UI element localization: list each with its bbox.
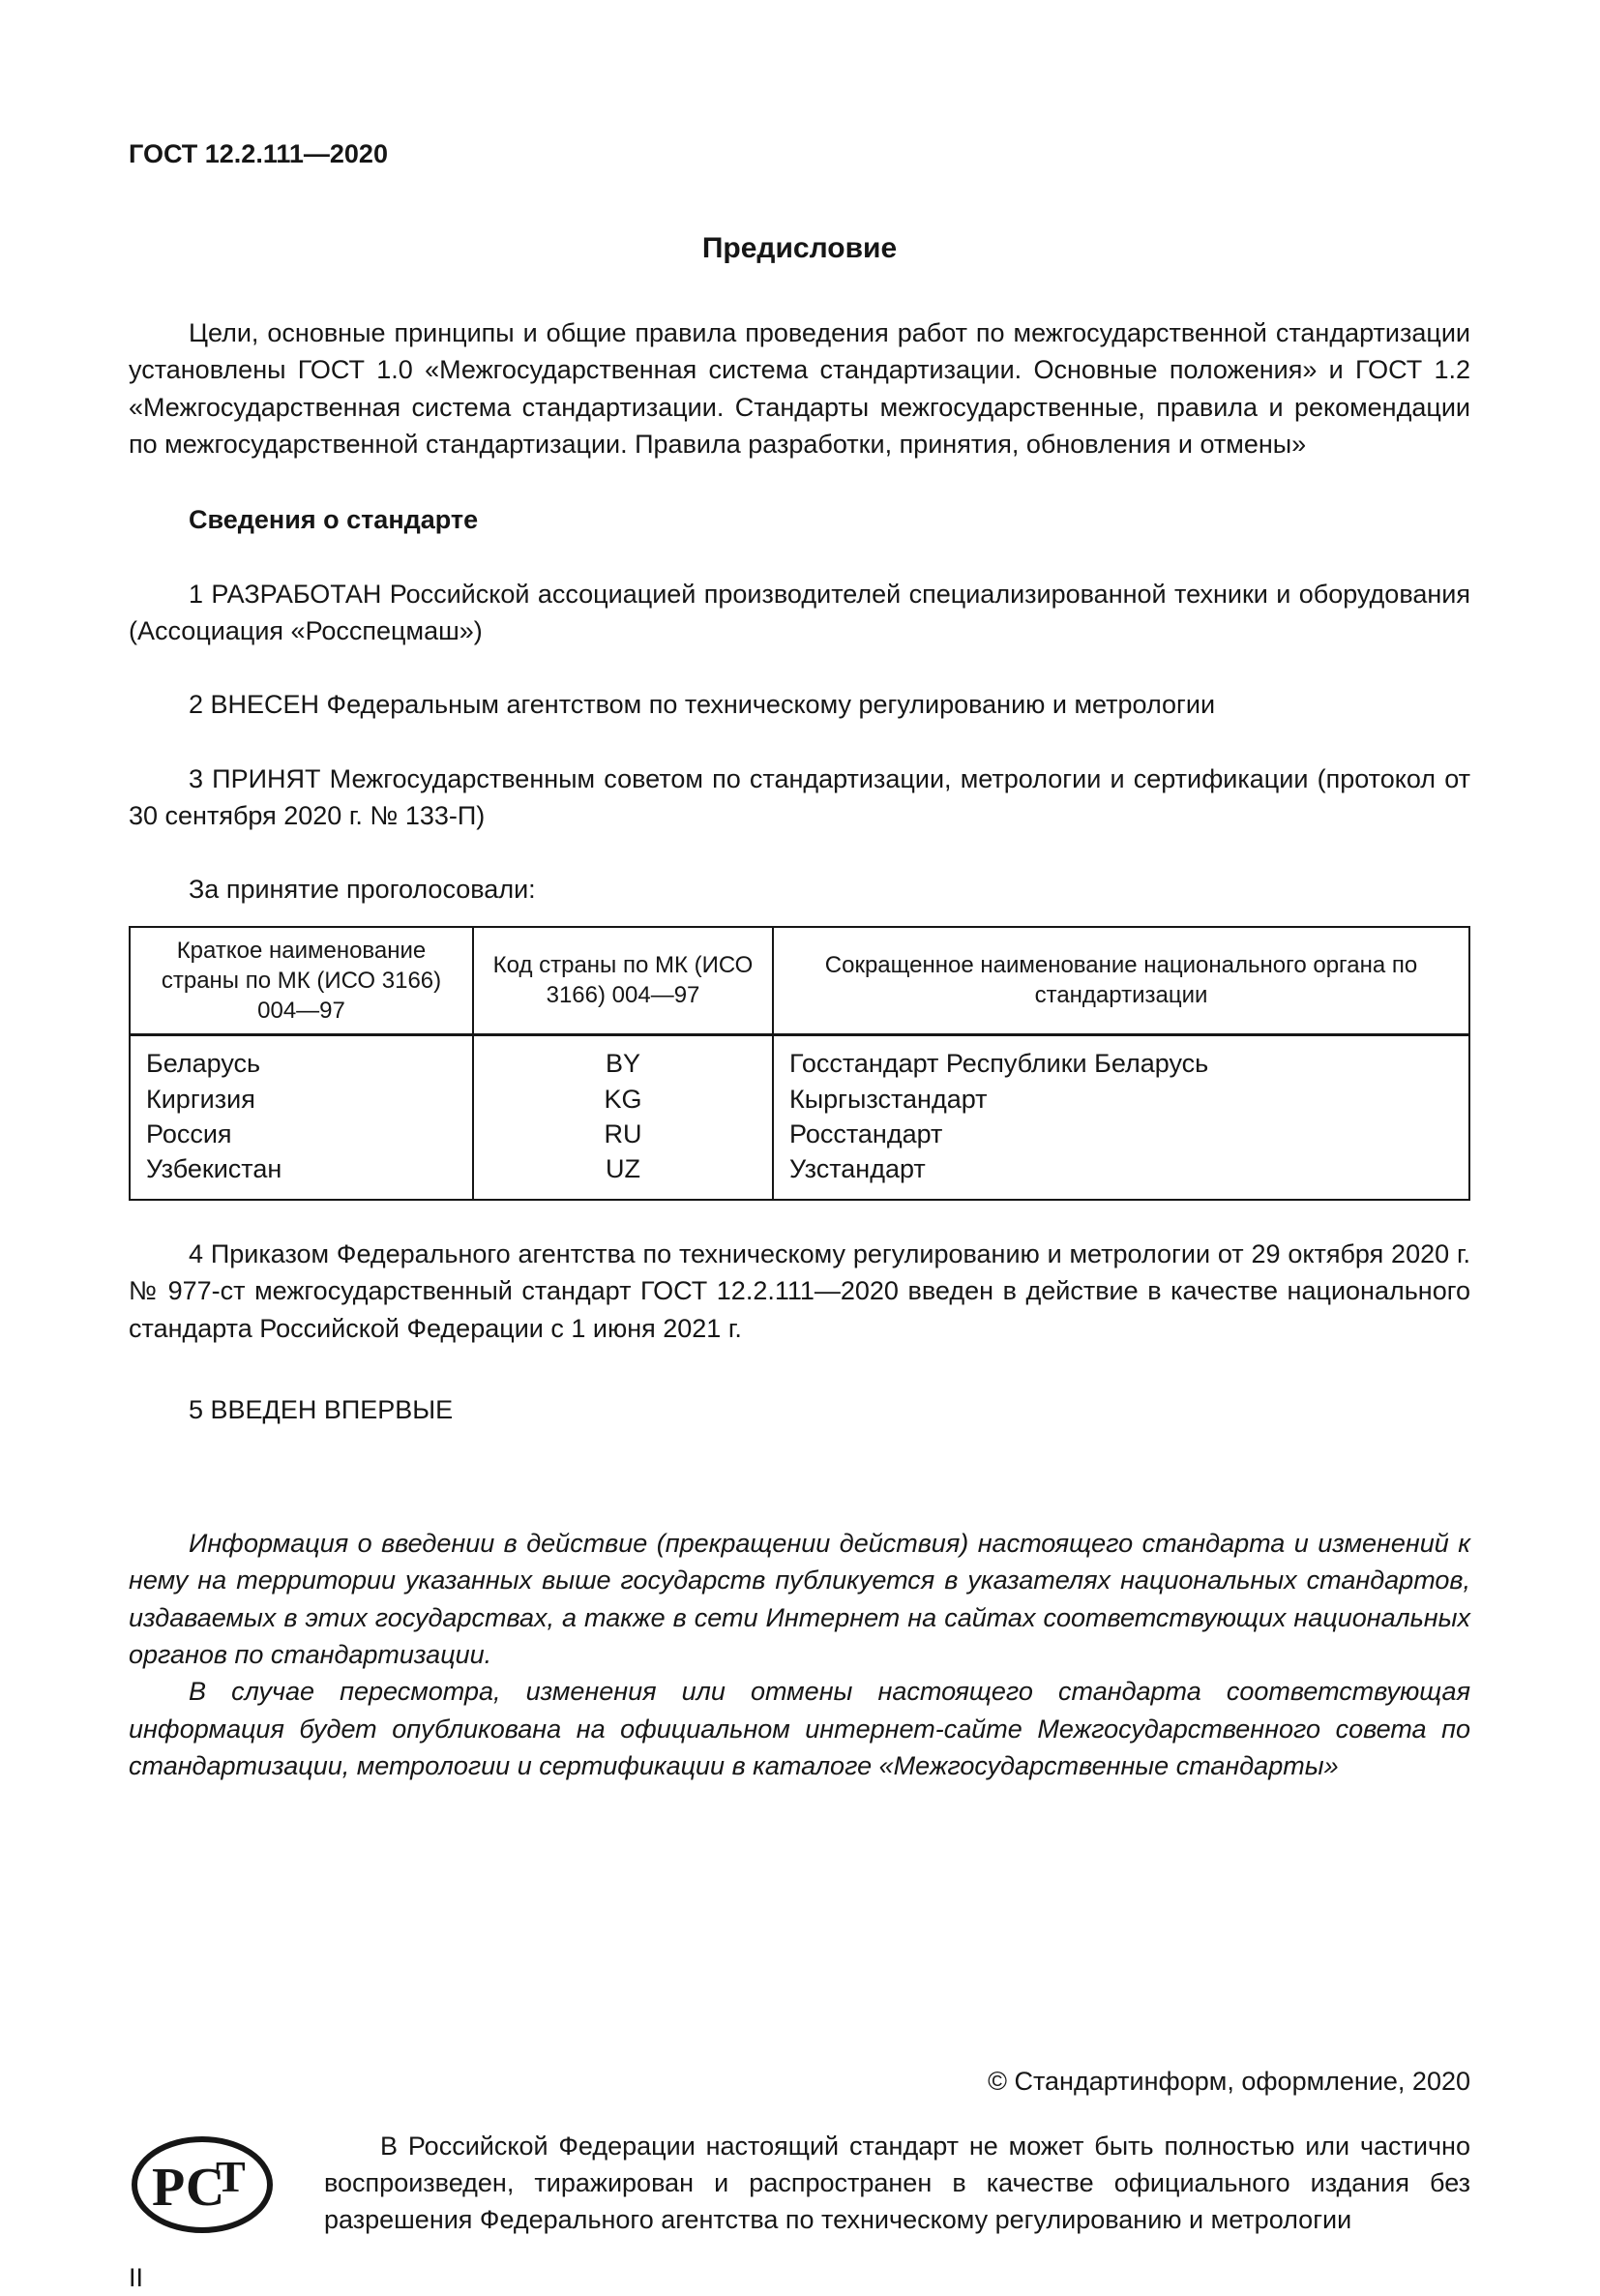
col-header-org: Сокращенное наименование национального органа по стандартизации <box>773 927 1469 1035</box>
cell-code: BY <box>473 1035 773 1082</box>
cell-country: Узбекистан <box>130 1151 473 1199</box>
doc-number: ГОСТ 12.2.111—2020 <box>129 139 388 168</box>
rst-logo <box>129 2128 283 2246</box>
cell-org: Кыргызстандарт <box>773 1082 1469 1117</box>
intro-paragraph: Цели, основные принципы и общие правила проведения работ по межгосударственной стандартизации установлены ГОСТ 1.0 «Межгосударственная система стандартизации. Основные положения» и ГОСТ 1.2 «Межгосударственная система стандартизации. Стандарты межгосударственные, правила и рекомендации по межгосударственной стандартизации. Правила разработки, принятия, обновления и отмены» <box>129 317 1470 459</box>
page-title: Предисловие <box>701 232 898 265</box>
standard-item-5: 5 ВВЕДЕН ВПЕРВЫЕ <box>189 1394 454 1424</box>
table-row <box>130 1151 1469 1199</box>
standard-item-3: 3 ПРИНЯТ Межгосударственным советом по стандартизации, метрологии и сертификации (протокол от 30 сентября 2020 г. № 133-П) <box>129 763 1470 830</box>
vote-intro: За принятие проголосовали: <box>189 875 536 905</box>
table-row <box>130 1082 1469 1117</box>
note-paragraph-2: В случае пересмотра, изменения или отмены настоящего стандарта соответствующая информация будет опубликована на официальном интернет-сайте Межгосударственного совета по стандартизации, метрологии и сертификации в каталоге «Межгосударственные стандарты» <box>129 1677 1470 1781</box>
table-row <box>130 1117 1469 1151</box>
table-row <box>130 1035 1469 1082</box>
publication-notes <box>129 1525 1470 1784</box>
cell-country: Россия <box>130 1117 473 1151</box>
standard-item-1: 1 РАЗРАБОТАН Российской ассоциацией производителей специализированной техники и оборудования (Ассоциация «Росспецмаш») <box>129 579 1470 645</box>
copyright-line: © Стандартинформ, оформление, 2020 <box>988 2067 1470 2097</box>
cell-org: Росстандарт <box>773 1117 1469 1151</box>
col-header-code: Код страны по МК (ИСО 3166) 004—97 <box>473 927 773 1035</box>
rst-certification-mark-icon <box>129 2133 276 2236</box>
table-header-row <box>130 927 1469 1035</box>
standard-item-2: 2 ВНЕСЕН Федеральным агентством по техническому регулированию и метрологии <box>189 690 1216 720</box>
info-heading: Сведения о стандарте <box>189 505 479 535</box>
footer-notice: В Российской Федерации настоящий стандарт не может быть полностью или частично воспроизведен, тиражирован и распространен в качестве официального издания без разрешения Федерального агентства по техническому регулированию и метрологии <box>324 2131 1470 2235</box>
cell-code: RU <box>473 1117 773 1151</box>
voting-table <box>129 926 1470 1201</box>
cell-org: Госстандарт Республики Беларусь <box>773 1035 1469 1082</box>
cell-code: KG <box>473 1082 773 1117</box>
svg-text:РС: РС <box>152 2157 225 2218</box>
cell-country: Беларусь <box>130 1035 473 1082</box>
standard-item-4: 4 Приказом Федерального агентства по техническому регулированию и метрологии от 29 октября 2020 г. № 977-ст межгосударственный стандарт ГОСТ 12.2.111—2020 введен в действие в качестве национального стандарта Российской Федерации с 1 июня 2021 г. <box>129 1238 1470 1343</box>
cell-org: Узстандарт <box>773 1151 1469 1199</box>
cell-country: Киргизия <box>130 1082 473 1117</box>
col-header-country: Краткое наименование страны по МК (ИСО 3166) 004—97 <box>130 927 473 1035</box>
cell-code: UZ <box>473 1151 773 1199</box>
svg-text:Т: Т <box>216 2151 246 2201</box>
page-number: II <box>129 2263 144 2293</box>
footer <box>129 2128 1470 2246</box>
note-paragraph-1: Информация о введении в действие (прекращении действия) настоящего стандарта и изменений к нему на территории указанных выше государств публикуется в указателях национальных стандартов, издаваемых в этих государствах, а также в сети Интернет на сайтах соответствующих национальных органов по стандартизации. <box>129 1529 1470 1670</box>
